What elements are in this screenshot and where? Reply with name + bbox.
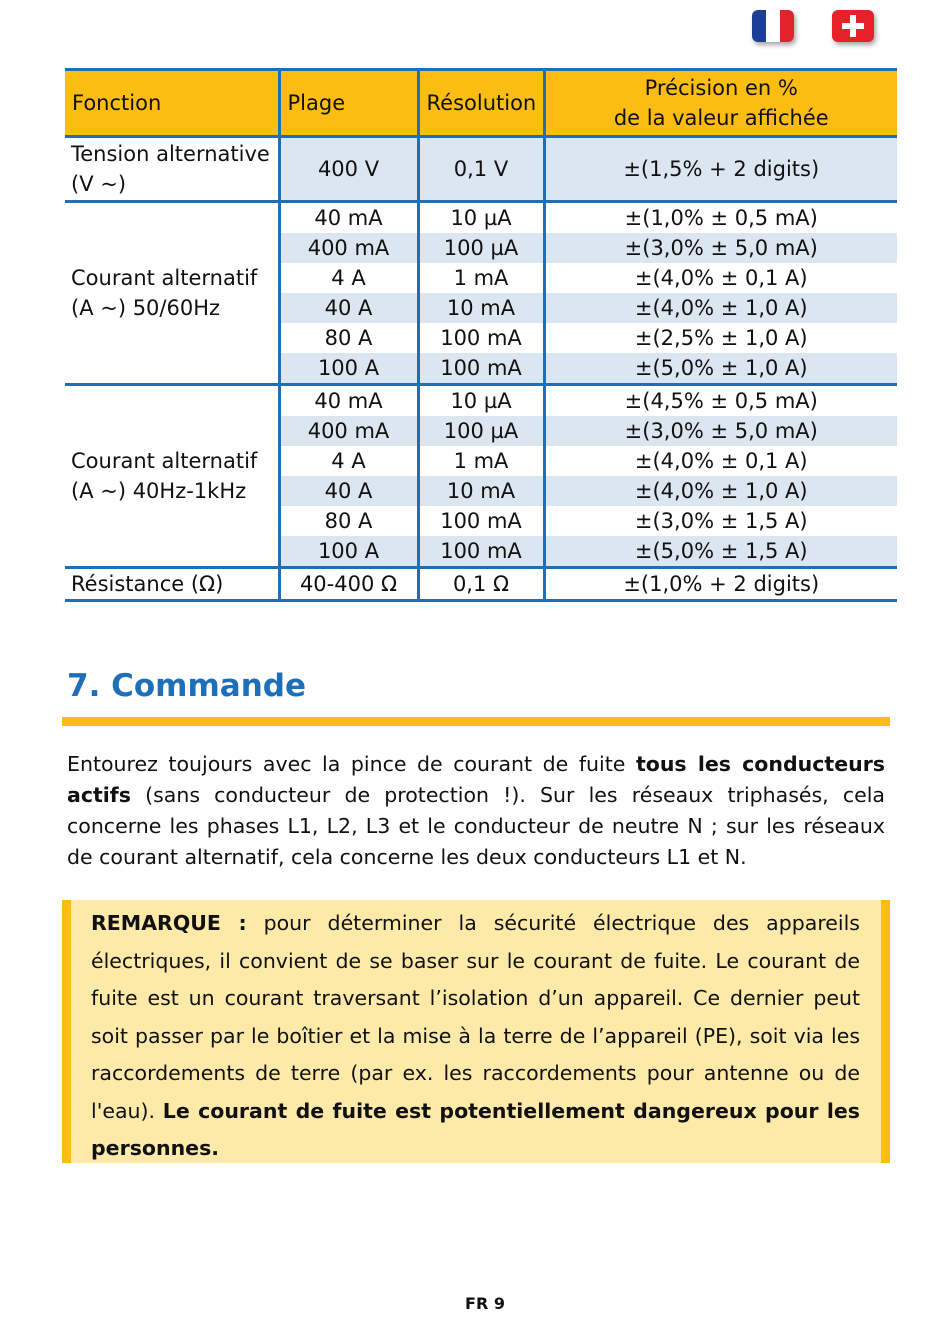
header-accuracy xyxy=(544,70,897,137)
accuracy-cell: ±(1,0% ± 0,5 mA) xyxy=(544,202,897,234)
range-cell: 80 A xyxy=(279,506,418,536)
accuracy-cell: ±(4,0% ± 0,1 A) xyxy=(544,263,897,293)
accuracy-cell: ±(5,0% ± 1,0 A) xyxy=(544,353,897,385)
range-cell: 4 A xyxy=(279,446,418,476)
section-title: 7. Commande xyxy=(67,668,306,704)
table-body xyxy=(65,137,897,601)
resolution-cell: 100 mA xyxy=(418,536,544,568)
resolution-cell: 10 µA xyxy=(418,385,544,417)
function-cell xyxy=(65,202,279,385)
header-range: Plage xyxy=(279,70,418,137)
function-label: Courant alternatif xyxy=(71,449,258,473)
function-sublabel: (A ~) 40Hz-1kHz xyxy=(71,479,247,503)
range-cell: 40-400 Ω xyxy=(279,568,418,601)
resolution-cell: 100 µA xyxy=(418,416,544,446)
function-sublabel: (V ~) xyxy=(71,172,127,196)
header-function: Fonction xyxy=(65,70,279,137)
function-cell xyxy=(65,568,279,601)
range-cell: 400 mA xyxy=(279,233,418,263)
language-flags xyxy=(750,10,880,50)
range-cell: 40 mA xyxy=(279,202,418,234)
remark-warning: Le courant de fuite est potentiellement dangereux pour les personnes. xyxy=(91,1098,861,1160)
function-sublabel: (A ~) 50/60Hz xyxy=(71,296,221,320)
intro-paragraph xyxy=(67,749,885,873)
resolution-cell: 10 µA xyxy=(418,202,544,234)
accuracy-cell: ±(4,0% ± 1,0 A) xyxy=(544,293,897,323)
range-cell: 400 mA xyxy=(279,416,418,446)
range-cell: 80 A xyxy=(279,323,418,353)
section-title-underline xyxy=(62,717,890,726)
header-accuracy-line2: de la valeur affichée xyxy=(613,106,829,130)
accuracy-cell: ±(4,0% ± 0,1 A) xyxy=(544,446,897,476)
page-number: FR 9 xyxy=(465,1294,505,1313)
intro-bold-text: tous les conducteurs actifs xyxy=(67,752,886,807)
remark-box xyxy=(62,900,890,1163)
range-cell: 40 A xyxy=(279,293,418,323)
resolution-cell: 100 mA xyxy=(418,506,544,536)
table-row xyxy=(65,137,897,202)
accuracy-cell: ±(2,5% ± 1,0 A) xyxy=(544,323,897,353)
specifications-table xyxy=(65,68,897,602)
resolution-cell: 0,1 Ω xyxy=(418,568,544,601)
range-cell: 100 A xyxy=(279,536,418,568)
table-row xyxy=(65,202,897,234)
intro-text-before: Entourez toujours avec la pince de courant de fuite xyxy=(67,752,636,776)
resolution-cell: 1 mA xyxy=(418,263,544,293)
accuracy-cell: ±(1,5% + 2 digits) xyxy=(544,137,897,202)
function-label: Tension alternative xyxy=(71,142,270,166)
france-flag-icon[interactable] xyxy=(752,10,794,42)
table-row xyxy=(65,568,897,601)
remark-text: pour déterminer la sécurité électrique des appareils électriques, il convient de se baser sur le courant de fuite. Le courant de fuite est un courant traversant l’isolation d’un appareil. Ce dernier peut soit passer par le boîtier et la mise à la terre de l’appareil (PE), soit via les raccordements de terre (par ex. les raccordements pour antenne ou de l'eau). xyxy=(91,911,860,1123)
resolution-cell: 10 mA xyxy=(418,293,544,323)
table-header-row xyxy=(65,70,897,137)
function-label: Courant alternatif xyxy=(71,266,258,290)
function-cell xyxy=(65,385,279,568)
resolution-cell: 0,1 V xyxy=(418,137,544,202)
remark-label: REMARQUE : xyxy=(91,911,247,935)
accuracy-cell: ±(4,0% ± 1,0 A) xyxy=(544,476,897,506)
resolution-cell: 100 mA xyxy=(418,353,544,385)
accuracy-cell: ±(4,5% ± 0,5 mA) xyxy=(544,385,897,417)
intro-text-after: (sans conducteur de protection !). Sur les réseaux triphasés, cela concerne les phases L1, L2, L3 et le conducteur de neutre N ; sur les réseaux de courant alternatif, cela concerne les deux conducteurs L1 et N. xyxy=(67,783,885,869)
accuracy-cell: ±(3,0% ± 5,0 mA) xyxy=(544,233,897,263)
header-resolution: Résolution xyxy=(418,70,544,137)
range-cell: 40 A xyxy=(279,476,418,506)
range-cell: 40 mA xyxy=(279,385,418,417)
range-cell: 4 A xyxy=(279,263,418,293)
accuracy-cell: ±(1,0% + 2 digits) xyxy=(544,568,897,601)
resolution-cell: 100 µA xyxy=(418,233,544,263)
function-cell xyxy=(65,137,279,202)
switzerland-flag-icon[interactable] xyxy=(832,10,874,42)
range-cell: 400 V xyxy=(279,137,418,202)
header-accuracy-line1: Précision en % xyxy=(644,76,798,100)
function-label: Résistance (Ω) xyxy=(71,572,224,596)
accuracy-cell: ±(3,0% ± 1,5 A) xyxy=(544,506,897,536)
remark-paragraph xyxy=(71,900,881,1168)
accuracy-cell: ±(3,0% ± 5,0 mA) xyxy=(544,416,897,446)
resolution-cell: 1 mA xyxy=(418,446,544,476)
accuracy-cell: ±(5,0% ± 1,5 A) xyxy=(544,536,897,568)
range-cell: 100 A xyxy=(279,353,418,385)
table-row xyxy=(65,385,897,417)
resolution-cell: 100 mA xyxy=(418,323,544,353)
resolution-cell: 10 mA xyxy=(418,476,544,506)
